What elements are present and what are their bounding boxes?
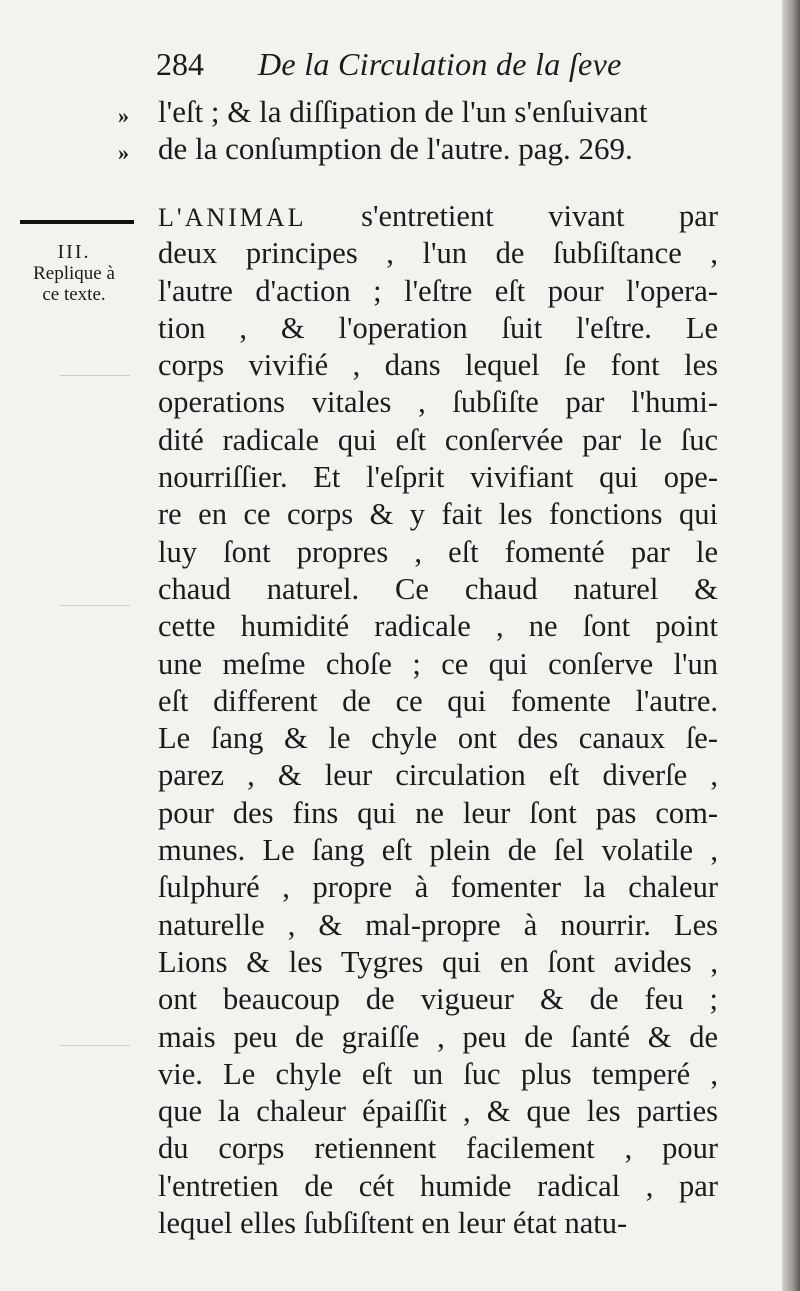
text-line: du corps retiennent facilement , pour: [158, 1131, 718, 1166]
text-line: une meſme choſe ; ce qui conſerve l'un: [158, 646, 718, 681]
text-line: l'autre d'action ; l'eſtre eſt pour l'opera-: [158, 273, 718, 308]
text-line: dité radicale qui eſt conſervée par le ſuc: [158, 422, 718, 457]
text-line: eſt different de ce qui fomente l'autre.: [158, 683, 718, 718]
text-line: Le ſang & le chyle ont des canaux ſe-: [158, 721, 718, 756]
margin-note-number: III.: [57, 241, 91, 263]
text-line: ont beaucoup de vigueur & de feu ;: [158, 982, 718, 1017]
margin-note-text: ce texte.: [42, 284, 106, 305]
text-line: munes. Le ſang eſt plein de ſel volatile ,: [158, 833, 718, 868]
text-line: tion , & l'operation ſuit l'eſtre. Le: [158, 310, 718, 345]
body-text: [158, 198, 718, 1242]
running-title: De la Circulation de la ſeve: [258, 46, 622, 82]
text-line: luy ſont propres , eſt fomenté par le: [158, 534, 718, 569]
text-line: naturelle , & mal-propre à nourrir. Les: [158, 907, 718, 942]
page-header: [156, 46, 716, 86]
quoted-text-line: de la conſumption de l'autre. pag. 269.: [158, 131, 633, 166]
text-line: deux principes , l'un de ſubſiſtance ,: [158, 236, 718, 271]
quotation-mark: »: [118, 140, 129, 165]
text-line: operations vitales , ſubſiſte par l'humi-: [158, 385, 718, 420]
text-line: Lions & les Tygres qui en ſont avides ,: [158, 944, 718, 979]
text-line: corps vivifié , dans lequel ſe font les: [158, 348, 718, 383]
margin-note-text: Replique à: [33, 263, 115, 284]
text-line: que la chaleur épaiſſit , & que les parties: [158, 1094, 718, 1129]
quoted-text-line: l'eſt ; & la diſſipation de l'un s'enſuivant: [158, 94, 648, 129]
text-line: vie. Le chyle eſt un ſuc plus temperé ,: [158, 1056, 718, 1091]
text-line: pour des fins qui ne leur ſont pas com-: [158, 795, 718, 830]
quotation-mark: »: [118, 103, 129, 128]
text-line: nourriſſier. Et l'eſprit vivifiant qui ope-: [158, 460, 718, 495]
text-line: mais peu de graiſſe , peu de ſanté & de: [158, 1019, 718, 1054]
margin-note: [14, 242, 134, 305]
text-line: ſulphuré , propre à fomenter la chaleur: [158, 870, 718, 905]
text-line: parez , & leur circulation eſt diverſe ,: [158, 758, 718, 793]
opening-word: L'ANIMAL: [158, 203, 307, 232]
showthrough-rule: [60, 375, 130, 376]
text-line: l'entretien de cét humide radical , par: [158, 1168, 718, 1203]
text-line: cette humidité radicale , ne ſont point: [158, 609, 718, 644]
text-line: chaud naturel. Ce chaud naturel &: [158, 571, 718, 606]
page-number: 284: [156, 46, 204, 82]
text-line: L'ANIMAL s'entretient vivant par: [158, 199, 718, 233]
text-line: lequel elles ſubſiſtent en leur état natu-: [158, 1206, 628, 1241]
showthrough-rule: [60, 1045, 130, 1046]
showthrough-rule: [60, 605, 130, 606]
page-gutter-shadow: [782, 0, 800, 1291]
text-line: re en ce corps & y fait les fonctions qui: [158, 497, 718, 532]
section-rule: [20, 220, 134, 224]
